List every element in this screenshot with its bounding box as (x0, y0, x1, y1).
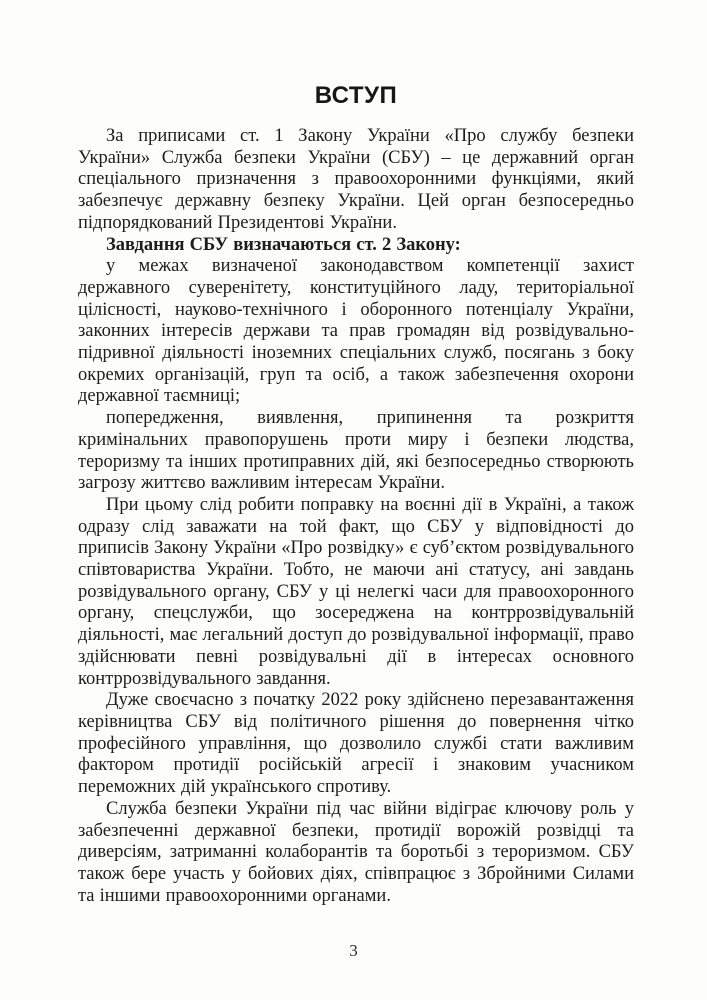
paragraph-tasks-heading: Завдання СБУ визначаються ст. 2 Закону: (106, 234, 461, 255)
paragraph-wartime-note: При цьому слід робити поправку на воєнні дії в Україні, а також одразу слід заважати на той факт, що СБУ у відповідності до приписів Закону України «Про розвідку» є суб’єктом розвідувального співтовариства України. Тобто, не маючи ані статусу, ані завдань розвідувального органу, СБУ у ці нелегкі часи для правоохоронного органу, спецслужби, що зосереджена на контррозвідувальній діяльності, має легальний доступ до розвідувальної інформації, право здійснювати певні розвідувальні дії в інтересах основного контррозвідувального завдання. (78, 494, 635, 689)
paragraph-task-2: попередження, виявлення, припинення та розкриття кримінальних правопорушень проти миру і безпеки людства, тероризму та інших протиправних дій, які безпосередньо створюють загрозу життєво важливим інтересам України. (78, 408, 634, 494)
page-title: ВСТУП (314, 82, 398, 109)
paragraph-task-1: у межах визначеної законодавством компетенції захист державного суверенітету, конституційного ладу, територіальної цілісності, науково-технічного і оборонного потенціалу України, законних інтересів держави та прав громадян від розвідувально-підривної діяльності іноземних спеціальних служб, посягань з боку окремих організацій, груп та осіб, а також забезпечення охорони державної таємниці; (78, 256, 634, 407)
paragraph-intro: За приписами ст. 1 Закону України «Про службу безпеки України» Служба безпеки України (СБУ) – це державний орган спеціального призначення з правоохоронними функціями, який забезпечує державну безпеку України. Цей орган безпосередньо підпорядкований Президентові України. (78, 126, 634, 233)
paragraph-leadership-reset: Дуже своєчасно з початку 2022 року здійснено перезавантаження керівництва СБУ від політичного рішення до повернення чітко професійного управління, що дозволило службі стати важливим фактором протидії російській агресії і знаковим учасником переможних дій українського спротиву. (78, 690, 634, 798)
page-number: 3 (349, 941, 358, 960)
paragraph-war-role: Служба безпеки України під час війни відіграє ключову роль у забезпеченні державної безпеки, протидії ворожій розвідці та диверсіям, затриманні колаборантів та боротьбі з тероризмом. СБУ також бере участь у бойових діях, співпрацює з Збройними Силами та іншими правоохоронними органами. (78, 798, 634, 906)
